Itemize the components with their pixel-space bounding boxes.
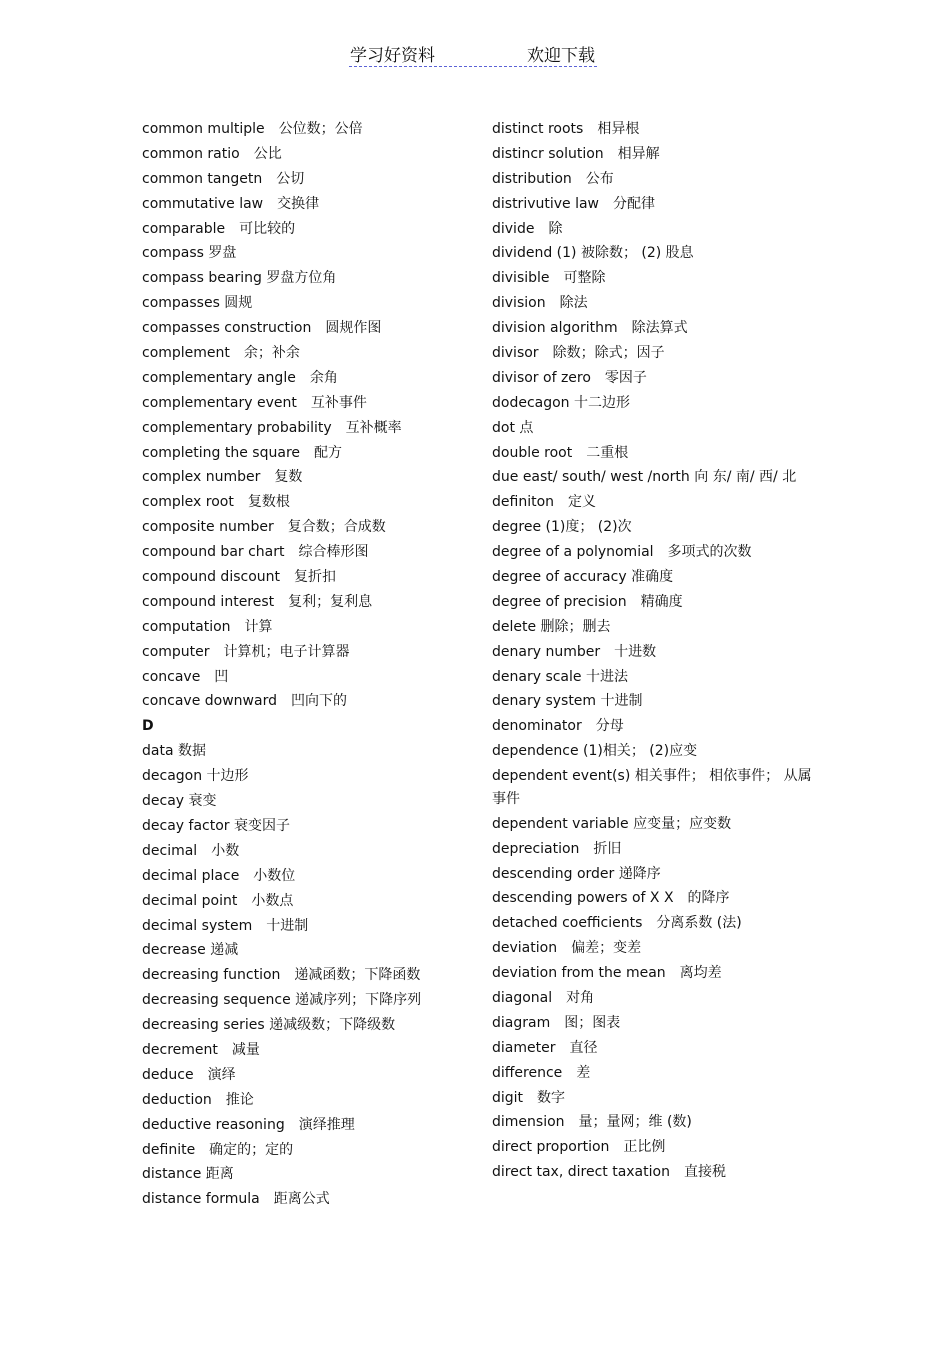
- glossary-entry: divide 除: [492, 220, 563, 237]
- glossary-entry: distinct roots 相异根: [492, 121, 640, 137]
- glossary-entry: direct proportion 正比例: [492, 1139, 666, 1156]
- glossary-entry: complex root 复数根: [142, 494, 290, 511]
- glossary-entry: dependent event(s) 相关事件； 相依事件； 从属事件: [492, 768, 812, 807]
- glossary-entry: computation 计算: [142, 618, 273, 635]
- glossary-entry: descending powers of X X 的降序: [492, 890, 730, 907]
- glossary-entry: dividend (1) 被除数； (2) 股息: [492, 245, 694, 262]
- glossary-entry: distance formula 距离公式: [142, 1191, 330, 1208]
- glossary-entry: deviation from the mean 离均差: [492, 965, 722, 982]
- glossary-entry: difference 差: [492, 1064, 591, 1081]
- glossary-entry: dependent variable 应变量；应变数: [492, 815, 732, 832]
- glossary-entry: compass bearing 罗盘方位角: [142, 270, 337, 287]
- glossary-entry: denary scale 十进法: [492, 668, 628, 685]
- glossary-entry: distribution 公布: [492, 170, 614, 187]
- glossary-entry: digit 数字: [492, 1089, 566, 1106]
- glossary-entry: decimal system 十进制: [142, 917, 309, 934]
- glossary-entry: detached coefficients 分离系数 (法): [492, 915, 742, 932]
- glossary-entry: comparable 可比较的: [142, 220, 296, 237]
- glossary-entry: decimal place 小数位: [142, 867, 296, 884]
- glossary-entry: decreasing series 递减级数；下降级数: [142, 1017, 396, 1034]
- glossary-entry: denary system 十进制: [492, 693, 643, 710]
- glossary-entry: descending order 递降序: [492, 865, 661, 882]
- glossary-entry: division algorithm 除法算式: [492, 320, 688, 337]
- glossary-entry: due east/ south/ west /north 向 东/ 南/ 西/ 北: [492, 469, 797, 486]
- glossary-entry: distincr solution 相异解: [492, 145, 660, 162]
- glossary-entry: dimension 量；量网；维 (数): [492, 1114, 692, 1131]
- glossary-entry: data 数据: [142, 743, 206, 760]
- glossary-entry: direct tax, direct taxation 直接税: [492, 1164, 726, 1181]
- glossary-entry: division 除法: [492, 295, 588, 312]
- glossary-entry: decimal point 小数点: [142, 892, 294, 909]
- glossary-entry: dodecagon 十二边形: [492, 394, 631, 411]
- glossary-entry: compasses 圆规: [142, 295, 253, 312]
- glossary-entry: complementary angle 余角: [142, 369, 338, 386]
- glossary-entry: distrivutive law 分配律: [492, 195, 656, 212]
- glossary-entry: degree (1)度； (2)次: [492, 519, 632, 536]
- glossary-entry: deduce 演绎: [142, 1066, 236, 1083]
- glossary-entry: compound interest 复利；复利息: [142, 593, 373, 610]
- header-left-text: 学习好资料: [350, 46, 435, 66]
- glossary-entry: complex number 复数: [142, 469, 303, 486]
- glossary-entry: decrement 减量: [142, 1041, 260, 1058]
- right-column: [492, 118, 812, 1186]
- header-right-text: 欢迎下载: [527, 46, 595, 66]
- glossary-entry: diagonal 对角: [492, 989, 595, 1006]
- glossary-entry: concave 凹: [142, 668, 229, 685]
- glossary-entry: concave downward 凹向下的: [142, 693, 347, 710]
- left-column: [142, 118, 472, 1213]
- glossary-entry: common multiple 公位数；公倍: [142, 121, 363, 137]
- glossary-entry: deviation 偏差；变差: [492, 940, 642, 957]
- glossary-entry: diameter 直径: [492, 1039, 598, 1056]
- glossary-entry: decreasing sequence 递减序列；下降序列: [142, 992, 422, 1009]
- glossary-entry: distance 距离: [142, 1166, 234, 1183]
- section-letter-heading: D: [142, 718, 154, 735]
- glossary-entry: depreciation 折旧: [492, 840, 622, 857]
- glossary-entry: diagram 图；图表: [492, 1014, 621, 1031]
- glossary-entry: compass 罗盘: [142, 245, 237, 262]
- glossary-entry: definite 确定的；定的: [142, 1141, 294, 1158]
- glossary-entry: deduction 推论: [142, 1091, 254, 1108]
- glossary-entry: computer 计算机；电子计算器: [142, 643, 350, 660]
- glossary-entry: divisor 除数；除式；因子: [492, 345, 665, 362]
- glossary-entry: dot 点: [492, 419, 534, 436]
- glossary-entry: decay factor 衰变因子: [142, 817, 290, 834]
- glossary-entry: complementary event 互补事件: [142, 394, 367, 411]
- glossary-entry: degree of a polynomial 多项式的次数: [492, 544, 752, 561]
- glossary-entry: complement 余；补余: [142, 345, 300, 362]
- glossary-entry: definiton 定义: [492, 494, 597, 511]
- glossary-entry: degree of accuracy 准确度: [492, 569, 674, 586]
- glossary-entry: completing the square 配方: [142, 444, 342, 461]
- glossary-entry: double root 二重根: [492, 444, 629, 461]
- glossary-entry: commutative law 交换律: [142, 195, 320, 212]
- glossary-entry: divisor of zero 零因子: [492, 369, 647, 386]
- glossary-entry: decreasing function 递减函数；下降函数: [142, 967, 421, 984]
- glossary-entry: decay 衰变: [142, 793, 217, 810]
- glossary-entry: compound discount 复折扣: [142, 569, 337, 586]
- glossary-entry: divisible 可整除: [492, 270, 606, 287]
- glossary-entry: dependence (1)相关； (2)应变: [492, 743, 698, 760]
- glossary-entry: degree of precision 精确度: [492, 593, 683, 610]
- glossary-entry: deductive reasoning 演绎推理: [142, 1116, 355, 1133]
- glossary-entry: common tangetn 公切: [142, 170, 305, 187]
- glossary-entry: common ratio 公比: [142, 145, 282, 162]
- glossary-entry: complementary probability 互补概率: [142, 419, 402, 436]
- glossary-entry: denominator 分母: [492, 718, 624, 735]
- page-header: [349, 40, 597, 67]
- glossary-entry: decrease 递减: [142, 942, 239, 959]
- glossary-entry: compasses construction 圆规作图: [142, 320, 382, 337]
- glossary-entry: composite number 复合数；合成数: [142, 519, 386, 536]
- glossary-entry: compound bar chart 综合棒形图: [142, 544, 369, 561]
- glossary-entry: denary number 十进数: [492, 643, 657, 660]
- glossary-entry: delete 删除；删去: [492, 618, 611, 635]
- glossary-entry: decimal 小数: [142, 842, 240, 859]
- glossary-entry: decagon 十边形: [142, 768, 249, 785]
